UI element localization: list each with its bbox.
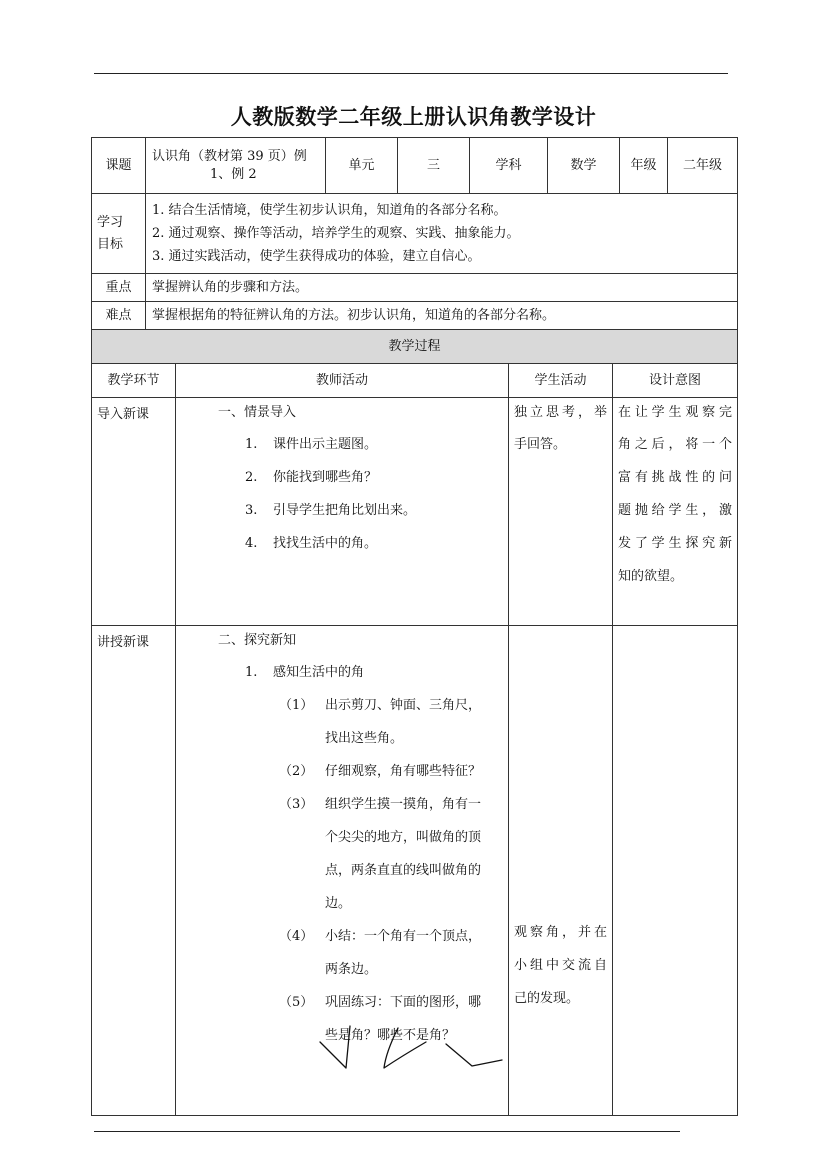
process-table [91, 329, 738, 1116]
col-student: 学生活动 [509, 364, 613, 398]
sub-item-line: 点，两条直直的线叫做角的 [325, 863, 482, 878]
goal-item: 1. 结合生活情境，使学生初步认识角，知道角的各部分名称。 [152, 203, 507, 218]
list-item-num: 1. [245, 437, 258, 452]
topic-value-line2: 1、例 2 [210, 166, 257, 182]
list-item-num: 2. [245, 470, 258, 485]
footer-rule [94, 1131, 680, 1132]
intent-line: 发了学生探究新 [618, 536, 733, 551]
goals-list [146, 194, 738, 274]
list-item-text: 你能找到哪些角？ [273, 470, 378, 485]
sub-item-line: 边。 [325, 896, 352, 911]
list-item-num: 3. [245, 503, 258, 518]
teach-subheading [181, 656, 503, 689]
list-item-num: 1. [245, 665, 258, 680]
col-intent: 设计意图 [613, 364, 738, 398]
goals-label-line1: 学习 [97, 214, 124, 230]
unit-label: 单元 [326, 138, 398, 194]
goals-label [92, 194, 146, 274]
angle-figures [310, 1022, 510, 1074]
sub-item [181, 689, 503, 755]
sub-item-line: 出示剪刀、钟面、三角尺， [325, 698, 482, 713]
sub-item-num: （3） [279, 797, 314, 812]
list-item [181, 428, 503, 461]
intro-row [92, 398, 738, 626]
col-stage: 教学环节 [92, 364, 176, 398]
sub-item-line: 个尖尖的地方，叫做角的顶 [325, 830, 482, 845]
intent-line: 角之后，将一个 [618, 437, 733, 452]
student-line: 观察角，并在 [514, 925, 607, 940]
sub-item-num: （2） [279, 764, 314, 779]
sub-item-line: 组织学生摸一摸角，角有一 [325, 797, 482, 812]
grade-value: 二年级 [668, 138, 738, 194]
topic-row [92, 138, 738, 194]
intro-teacher [176, 398, 509, 626]
sub-item-num: （1） [279, 698, 314, 713]
list-item-num: 4. [245, 536, 258, 551]
subject-label: 学科 [470, 138, 548, 194]
sub-item-line: 些是角？哪些不是角？ [325, 1028, 456, 1043]
intro-stage: 导入新课 [92, 398, 176, 626]
goals-row [92, 194, 738, 274]
student-line: 独立思考，举 [514, 405, 607, 420]
difficulty-value: 掌握根据角的特征辨认角的方法。初步认识角，知道角的各部分名称。 [146, 302, 738, 330]
key-label: 重点 [92, 274, 146, 302]
intent-line: 知的欲望。 [618, 569, 684, 584]
column-header-row [92, 364, 738, 398]
goal-item: 2. 通过观察、操作等活动，培养学生的观察、实践、抽象能力。 [152, 226, 520, 241]
col-teacher: 教师活动 [176, 364, 509, 398]
difficulty-label: 难点 [92, 302, 146, 330]
teach-student [509, 626, 613, 1116]
header-rule [94, 73, 728, 74]
sub-item [181, 755, 503, 788]
sub-item-num: （4） [279, 929, 314, 944]
goals-label-line2: 目标 [97, 236, 124, 252]
topic-label: 课题 [92, 138, 146, 194]
intent-line: 在让学生观察完 [618, 405, 733, 420]
sub-item-num: （5） [279, 995, 314, 1010]
sub-item-line: 巩固练习：下面的图形，哪 [325, 995, 482, 1010]
list-item [181, 527, 503, 560]
list-item [181, 494, 503, 527]
key-row [92, 274, 738, 302]
sub-item [181, 788, 503, 920]
sub-item-line: 两条边。 [325, 962, 378, 977]
key-value: 掌握辨认角的步骤和方法。 [146, 274, 738, 302]
sub-item-line: 找出这些角。 [325, 731, 404, 746]
list-item-text: 感知生活中的角 [273, 665, 365, 680]
figure-angle-1 [320, 1026, 350, 1068]
process-header-row [92, 330, 738, 364]
page-title: 人教版数学二年级上册认识角教学设计 [230, 104, 597, 129]
grade-label: 年级 [620, 138, 668, 194]
list-item-text: 引导学生把角比划出来。 [273, 503, 417, 518]
list-item-text: 找找生活中的角。 [273, 536, 378, 551]
intent-line: 题抛给学生，激 [618, 503, 733, 518]
goal-item: 3. 通过实践活动，使学生获得成功的体验，建立自信心。 [152, 249, 481, 264]
list-item [181, 461, 503, 494]
student-line: 己的发现。 [514, 991, 580, 1006]
list-item-text: 课件出示主题图。 [273, 437, 378, 452]
figure-angle-3 [446, 1044, 502, 1066]
teach-intent [613, 626, 738, 1116]
intro-heading: 一、情景导入 [218, 405, 297, 420]
teach-heading: 二、探究新知 [218, 633, 297, 648]
intro-intent [613, 398, 738, 626]
sub-item [181, 920, 503, 986]
sub-item-line: 仔细观察，角有哪些特征？ [325, 764, 482, 779]
unit-value: 三 [398, 138, 470, 194]
process-header: 教学过程 [92, 330, 738, 364]
sub-item-line: 小结：一个角有一个顶点， [325, 929, 482, 944]
intent-line: 富有挑战性的问 [618, 470, 733, 485]
teach-stage: 讲授新课 [92, 626, 176, 1116]
topic-value [146, 138, 326, 194]
difficulty-row [92, 302, 738, 330]
info-table [91, 137, 738, 330]
topic-value-line1: 认识角（教材第 39 页）例 [152, 148, 307, 164]
figure-angle-2 [384, 1028, 426, 1068]
subject-value: 数学 [548, 138, 620, 194]
student-line: 手回答。 [514, 437, 567, 452]
intro-student [509, 398, 613, 626]
student-line: 小组中交流自 [514, 958, 607, 973]
